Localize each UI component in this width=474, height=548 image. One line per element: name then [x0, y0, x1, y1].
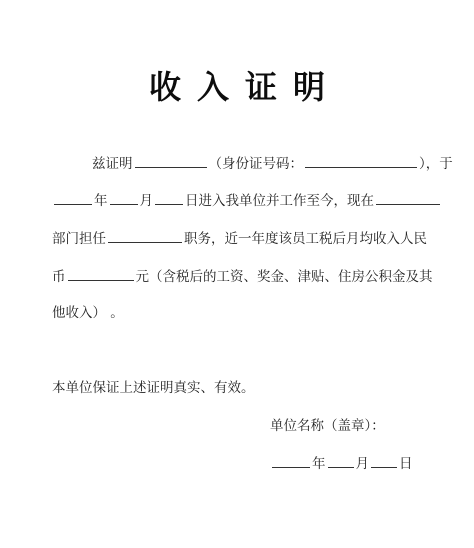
other-income-line: 他收入） 。 — [52, 305, 124, 321]
document-title: 收入证明 — [148, 68, 341, 106]
income-text: 职务，近一年度该员工税后月均收入人民 — [184, 231, 427, 247]
id-label: （身份证号码： — [208, 156, 303, 172]
amount-line — [52, 267, 433, 286]
start-day-blank — [155, 191, 183, 205]
year-label: 年 — [94, 193, 108, 209]
guarantee-statement: 本单位保证上述证明真实、有效。 — [52, 380, 255, 396]
start-date-line — [52, 191, 442, 210]
id-number-blank — [305, 154, 417, 168]
department-text: 部门担任 — [52, 231, 106, 247]
since-text: ），于 — [419, 156, 453, 172]
income-detail-text: 元（含税后的工资、奖金、津贴、住房公积金及其 — [135, 269, 433, 285]
sign-day-blank — [371, 454, 397, 468]
signature-date-line — [270, 454, 413, 473]
position-blank — [108, 229, 182, 243]
sign-year-blank — [272, 454, 310, 468]
certify-text: 兹证明 — [92, 156, 133, 172]
start-year-blank — [54, 191, 92, 205]
position-line — [52, 229, 427, 248]
unit-name-label: 单位名称（盖章）： — [270, 418, 385, 434]
sign-month-blank — [328, 454, 354, 468]
month-label: 月 — [139, 193, 153, 209]
name-blank — [135, 154, 207, 168]
start-month-blank — [110, 191, 138, 205]
certify-line — [92, 154, 453, 173]
sign-day-label: 日 — [399, 456, 413, 472]
sign-year-label: 年 — [312, 456, 326, 472]
employment-text: 日进入我单位并工作至今，现在 — [185, 193, 374, 209]
department-blank — [376, 191, 440, 205]
currency-text: 币 — [52, 269, 66, 285]
amount-blank — [68, 267, 134, 281]
sign-month-label: 月 — [355, 456, 369, 472]
